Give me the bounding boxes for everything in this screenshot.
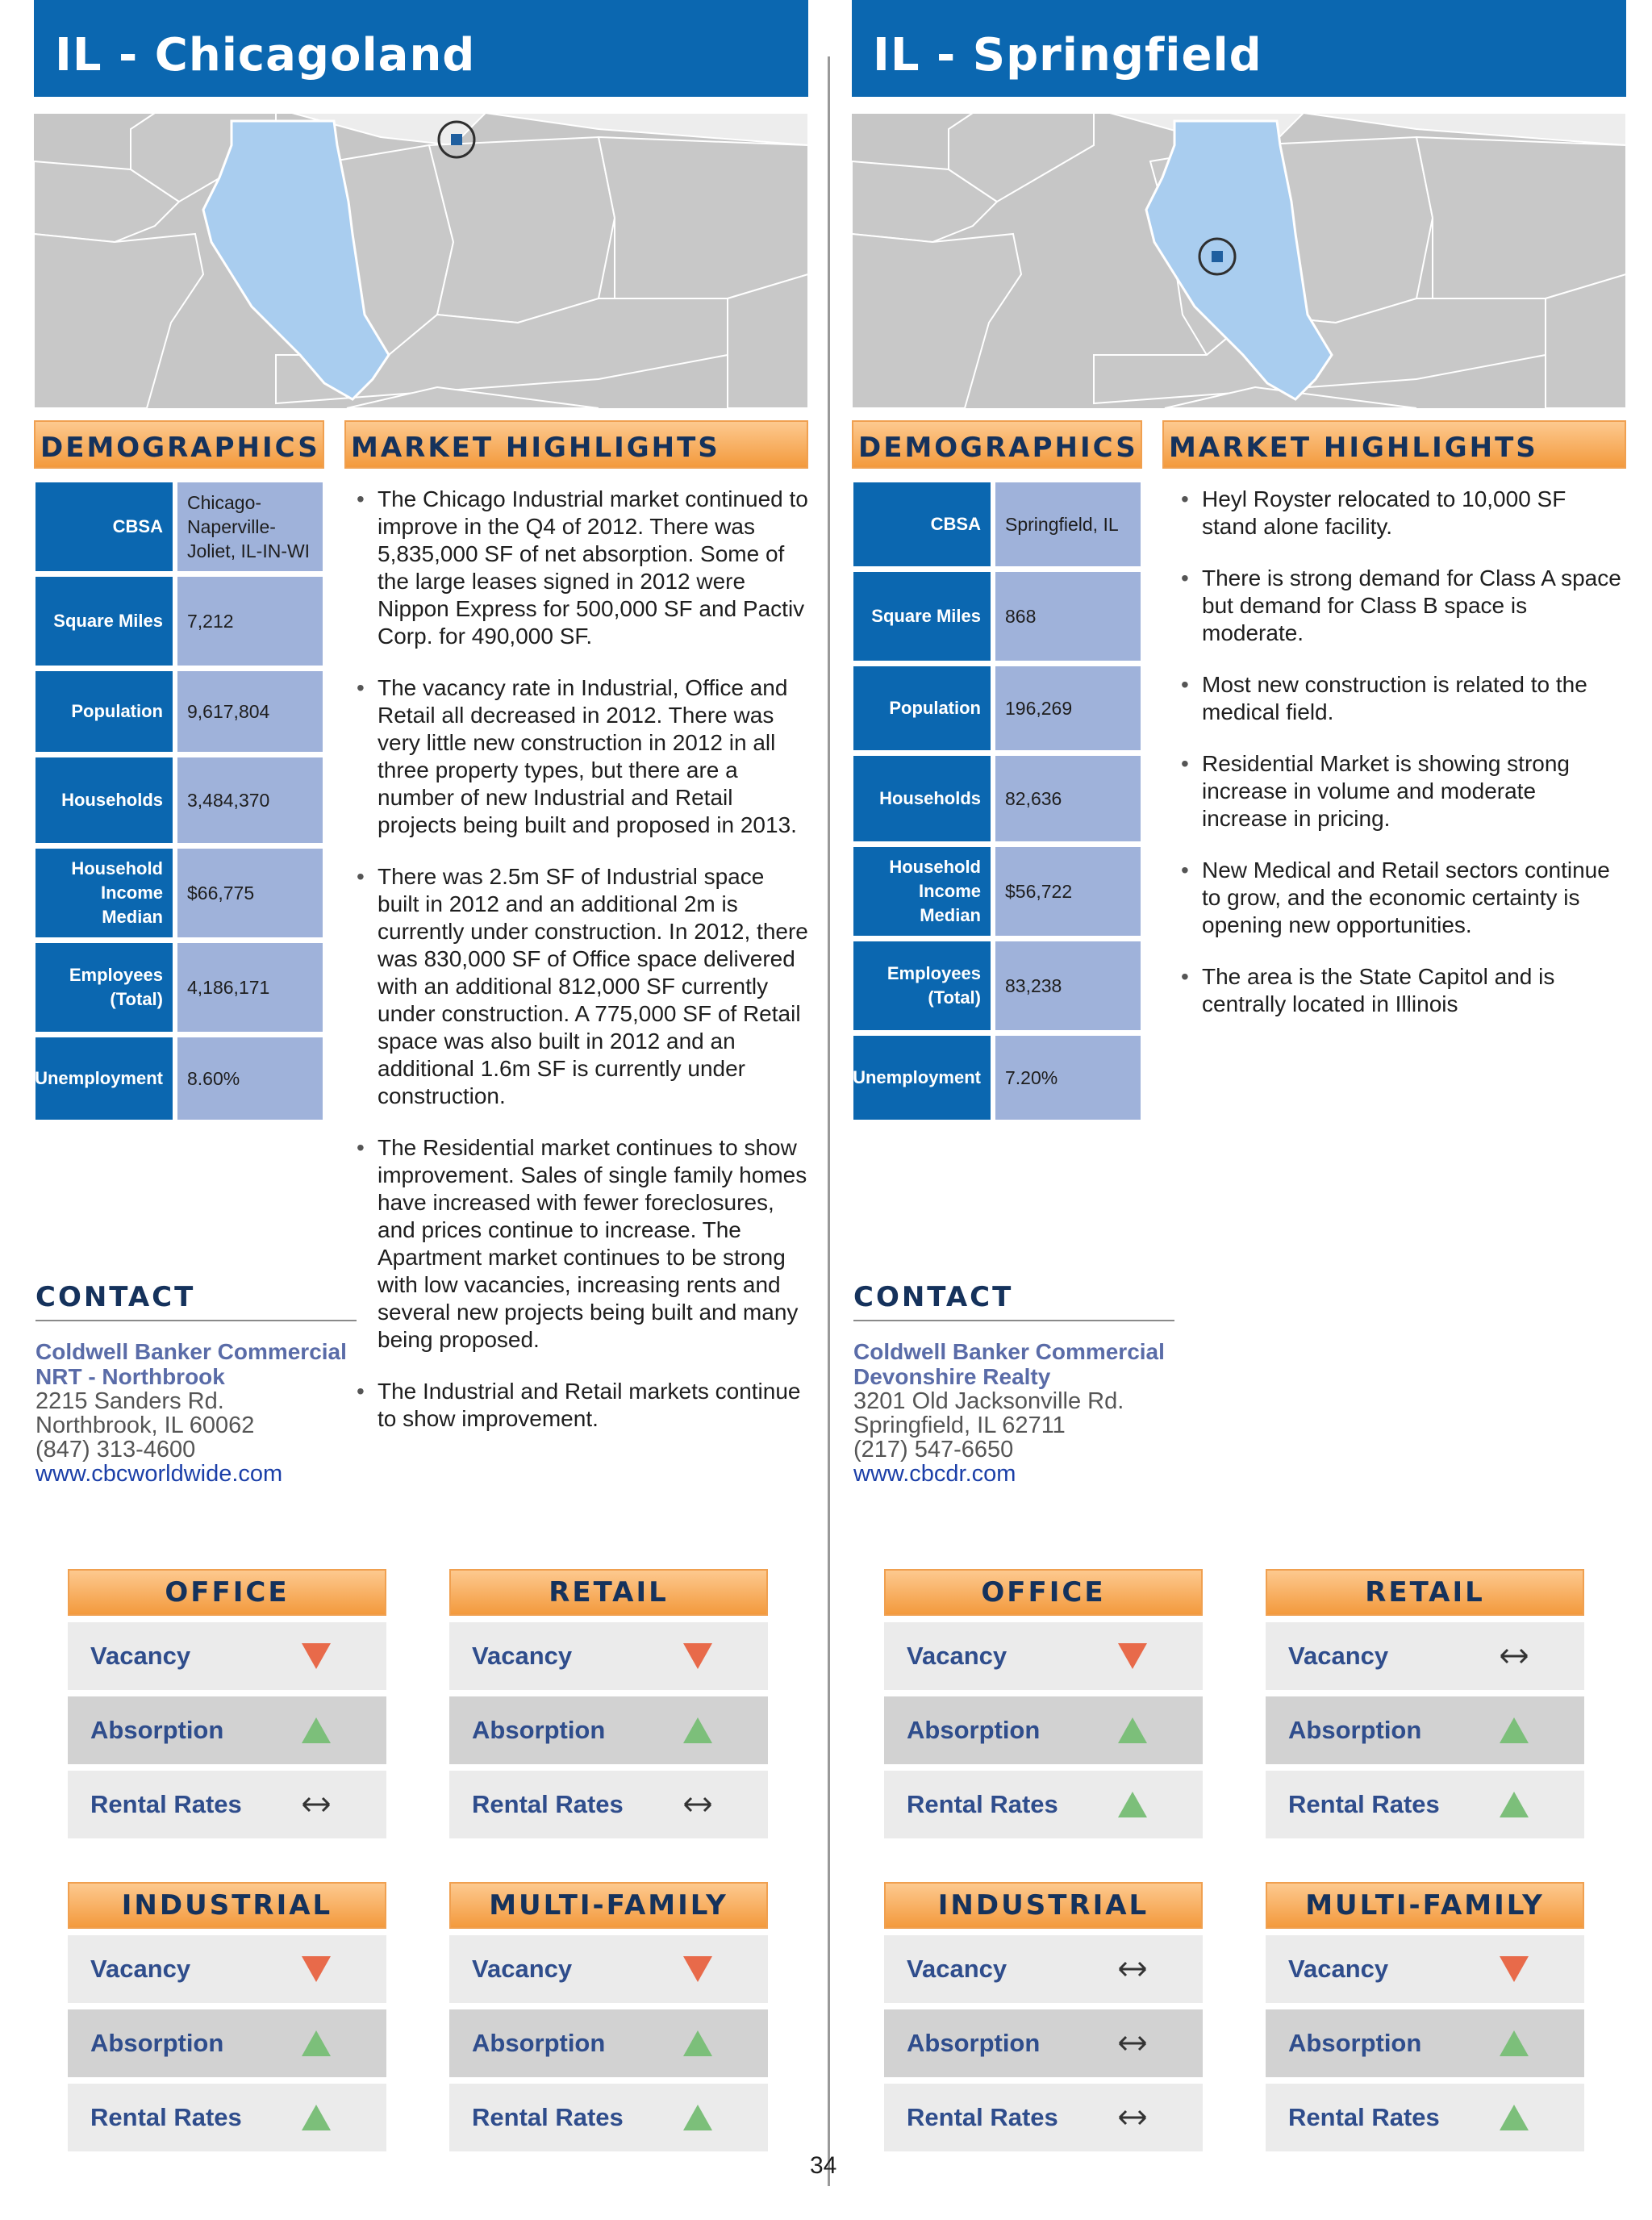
contact-address-street: 2215 Sanders Rd. [35,1388,224,1414]
demographics-label: Population [35,671,173,752]
indicator-label: Absorption [907,1716,1041,1744]
indicator-row-absorption [1266,1696,1584,1764]
demographics-heading: DEMOGRAPHICS [40,432,320,464]
demographics-row-cbsa [35,482,324,571]
demographics-label: CBSA [853,482,991,566]
indicator-header: MULTI-FAMILY [1266,1882,1584,1929]
indicator-header: OFFICE [68,1569,386,1616]
trend-up-icon [1498,2103,1530,2132]
illinois-map [852,113,1626,408]
contact-phone: (217) 547-6650 [853,1437,1014,1463]
demographics-row-unemployment [35,1037,324,1120]
indicator-industrial [68,1882,386,2151]
demographics-value: $66,775 [177,849,323,937]
trend-down-icon [682,1642,714,1671]
demographics-row-square-miles [853,572,1142,661]
indicator-office [884,1569,1203,1838]
demographics-label: Unemployment [853,1036,991,1120]
contact-company-name: Coldwell Banker Commercial [35,1339,347,1364]
demographics-row-square-miles [35,577,324,666]
trend-down-icon [300,1642,332,1671]
demographics-value: 83,238 [995,941,1141,1030]
trend-flat-icon [1116,2103,1149,2132]
indicator-label: Vacancy [90,1955,191,1983]
demographics-row-households [35,757,324,843]
trend-up-icon [300,2103,332,2132]
state-map-graphic [34,113,808,408]
trend-up-icon [682,2029,714,2058]
trend-flat-icon [1116,2029,1149,2058]
demographics-value: 868 [995,572,1141,661]
market-highlights-list [357,486,808,1457]
trend-flat-icon [682,1790,714,1819]
highlight-item: • There is strong demand for Class A space but demand for Class B space is moderate. [1181,565,1626,647]
contact-heading: CONTACT [853,1281,1174,1321]
demographics-label: CBSA [35,482,173,571]
indicator-label: Vacancy [472,1955,573,1983]
demographics-label: Population [853,666,991,750]
highlight-item: • Most new construction is related to the medical field. [1181,671,1626,726]
indicator-label: Vacancy [1288,1642,1389,1670]
highlight-item: • The area is the State Capitol and is centrally located in Illinois [1181,963,1626,1018]
market-title: IL - Springfield [873,29,1262,81]
indicator-label: Rental Rates [90,2103,242,2131]
trend-up-icon [1116,1790,1149,1819]
trend-down-icon [1498,1955,1530,1984]
indicator-row-rental-rates [1266,2084,1584,2151]
demographics-header [34,420,324,469]
illinois-map [34,113,808,408]
demographics-label: Household Income Median [35,849,173,937]
indicator-label: Absorption [90,2029,224,2057]
demographics-row-population [35,671,324,752]
indicator-label: Absorption [1288,1716,1422,1744]
indicator-row-vacancy [449,1622,768,1690]
market-springfield [852,0,1626,2220]
trend-up-icon [1498,1716,1530,1745]
column-divider [828,56,830,2186]
indicator-row-vacancy [884,1622,1203,1690]
contact-phone: (847) 313-4600 [35,1437,196,1463]
contact-block [853,1281,1192,1487]
indicator-label: Rental Rates [90,1790,242,1818]
contact-office-name: Devonshire Realty [853,1364,1051,1389]
demographics-header [852,420,1142,469]
indicator-label: Absorption [90,1716,224,1744]
indicator-label: Absorption [472,2029,606,2057]
trend-up-icon [682,1716,714,1745]
contact-address-city: Northbrook, IL 60062 [35,1413,255,1438]
trend-flat-icon [1116,1955,1149,1984]
indicator-label: Vacancy [907,1642,1007,1670]
demographics-row-unemployment [853,1036,1142,1120]
demographics-label: Households [853,756,991,841]
indicator-label: Vacancy [472,1642,573,1670]
indicator-retail [449,1569,768,1838]
location-marker [1212,251,1223,262]
indicator-header: RETAIL [1266,1569,1584,1616]
state-map-graphic [852,113,1626,408]
market-highlights-header [1162,420,1626,469]
contact-office-name: NRT - Northbrook [35,1364,225,1389]
demographics-row-income-median [853,847,1142,936]
indicator-row-absorption [449,2009,768,2077]
page-number: 34 [810,2152,837,2179]
trend-up-icon [300,1716,332,1745]
trend-up-icon [1116,1716,1149,1745]
indicator-row-vacancy [1266,1622,1584,1690]
indicator-row-vacancy [68,1935,386,2003]
demographics-value: Chicago-Naperville-Joliet, IL-IN-WI [177,482,323,571]
highlight-item: • The vacancy rate in Industrial, Office and Retail all decreased in 2012. There was very little new construction in 2012 in all three property types, but there are a number of new Industrial and Retail projects being built and proposed in 2013. [357,674,808,839]
indicator-label: Vacancy [1288,1955,1389,1983]
indicator-label: Rental Rates [1288,2103,1440,2131]
market-highlights-heading: MARKET HIGHLIGHTS [351,432,720,464]
demographics-row-households [853,756,1142,841]
demographics-value: 82,636 [995,756,1141,841]
demographics-table [853,482,1142,1125]
indicator-multi-family [1266,1882,1584,2151]
indicator-header: INDUSTRIAL [68,1882,386,1929]
indicator-label: Vacancy [90,1642,191,1670]
indicator-row-rental-rates [449,1771,768,1838]
market-title: IL - Chicagoland [55,29,476,81]
trend-up-icon [682,2103,714,2132]
indicator-row-rental-rates [884,1771,1203,1838]
indicator-label: Rental Rates [472,1790,624,1818]
demographics-table [35,482,324,1125]
highlight-item: • There was 2.5m SF of Industrial space built in 2012 and an additional 2m is currently under construction. In 2012, there was 830,000 SF of Office space delivered with an additional 812,000 SF currently under construction. A 775,000 SF of Retail space was also built in 2012 and an additional 1.6m SF is currently under construction. [357,863,808,1110]
indicator-row-absorption [884,2009,1203,2077]
indicator-row-absorption [884,1696,1203,1764]
market-highlights-list [1181,486,1626,1042]
market-highlights-header [344,420,808,469]
demographics-label: Square Miles [35,577,173,666]
location-marker [451,134,462,145]
highlight-item: • The Industrial and Retail markets continue to show improvement. [357,1378,808,1433]
indicator-row-absorption [449,1696,768,1764]
trend-up-icon [1498,2029,1530,2058]
indicator-label: Rental Rates [907,1790,1058,1818]
trend-up-icon [1498,1790,1530,1819]
indicator-row-vacancy [1266,1935,1584,2003]
highlight-item: • The Chicago Industrial market continued to improve in the Q4 of 2012. There was 5,835,000 SF of net absorption. Some of the large leases signed in 2012 were Nippon Express for 500,000 SF and Pactiv Corp. for 490,000 SF. [357,486,808,650]
demographics-label: Square Miles [853,572,991,661]
market-chicagoland [34,0,808,2220]
indicator-header: INDUSTRIAL [884,1882,1203,1929]
indicator-row-rental-rates [1266,1771,1584,1838]
demographics-label: Households [35,757,173,843]
trend-flat-icon [300,1790,332,1819]
demographics-row-employees [35,943,324,1032]
demographics-row-income-median [35,849,324,937]
demographics-value: 3,484,370 [177,757,323,843]
market-title-bar [852,0,1626,97]
indicator-label: Absorption [1288,2029,1422,2057]
indicator-row-vacancy [449,1935,768,2003]
indicator-label: Vacancy [907,1955,1007,1983]
demographics-value: 7,212 [177,577,323,666]
indicator-label: Rental Rates [907,2103,1058,2131]
demographics-row-population [853,666,1142,750]
indicator-row-absorption [68,1696,386,1764]
indicator-row-absorption [68,2009,386,2077]
trend-up-icon [300,2029,332,2058]
indicator-row-vacancy [68,1622,386,1690]
demographics-row-cbsa [853,482,1142,566]
trend-down-icon [682,1955,714,1984]
highlight-item: • New Medical and Retail sectors continue to grow, and the economic certainty is opening new opportunities. [1181,857,1626,939]
demographics-label: Employees (Total) [853,941,991,1030]
demographics-label: Household Income Median [853,847,991,936]
indicator-industrial [884,1882,1203,2151]
market-highlights-heading: MARKET HIGHLIGHTS [1169,432,1538,464]
contact-block [35,1281,374,1487]
contact-website-link[interactable]: www.cbcworldwide.com [35,1461,283,1487]
indicator-row-rental-rates [68,2084,386,2151]
demographics-value: 9,617,804 [177,671,323,752]
contact-company-name: Coldwell Banker Commercial [853,1339,1165,1364]
demographics-label: Unemployment [35,1037,173,1120]
indicator-multi-family [449,1882,768,2151]
demographics-value: $56,722 [995,847,1141,936]
demographics-value: 4,186,171 [177,943,323,1032]
contact-address-street: 3201 Old Jacksonville Rd. [853,1388,1124,1414]
trend-flat-icon [1498,1642,1530,1671]
highlight-item: • The Residential market continues to show improvement. Sales of single family homes have increased with fewer foreclosures, and prices continue to increase. The Apartment market continues to be strong with low vacancies, increasing rents and several new projects being built and many being proposed. [357,1134,808,1354]
demographics-value: 7.20% [995,1036,1141,1120]
indicator-office [68,1569,386,1838]
indicator-label: Rental Rates [1288,1790,1440,1818]
demographics-value: Springfield, IL [995,482,1141,566]
demographics-label: Employees (Total) [35,943,173,1032]
indicator-label: Absorption [472,1716,606,1744]
market-title-bar [34,0,808,97]
indicator-row-rental-rates [68,1771,386,1838]
indicator-row-absorption [1266,2009,1584,2077]
demographics-value: 196,269 [995,666,1141,750]
indicator-header: RETAIL [449,1569,768,1616]
highlight-item: • Heyl Royster relocated to 10,000 SF stand alone facility. [1181,486,1626,540]
demographics-heading: DEMOGRAPHICS [858,432,1138,464]
indicator-label: Absorption [907,2029,1041,2057]
indicator-header: OFFICE [884,1569,1203,1616]
contact-address-city: Springfield, IL 62711 [853,1413,1066,1438]
highlight-item: • Residential Market is showing strong increase in volume and moderate increase in pricing. [1181,750,1626,832]
indicator-header: MULTI-FAMILY [449,1882,768,1929]
contact-heading: CONTACT [35,1281,357,1321]
indicator-row-vacancy [884,1935,1203,2003]
indicator-row-rental-rates [884,2084,1203,2151]
indicator-label: Rental Rates [472,2103,624,2131]
demographics-row-employees [853,941,1142,1030]
contact-website-link[interactable]: www.cbcdr.com [853,1461,1016,1487]
trend-down-icon [1116,1642,1149,1671]
trend-down-icon [300,1955,332,1984]
indicator-retail [1266,1569,1584,1838]
indicator-row-rental-rates [449,2084,768,2151]
demographics-value: 8.60% [177,1037,323,1120]
